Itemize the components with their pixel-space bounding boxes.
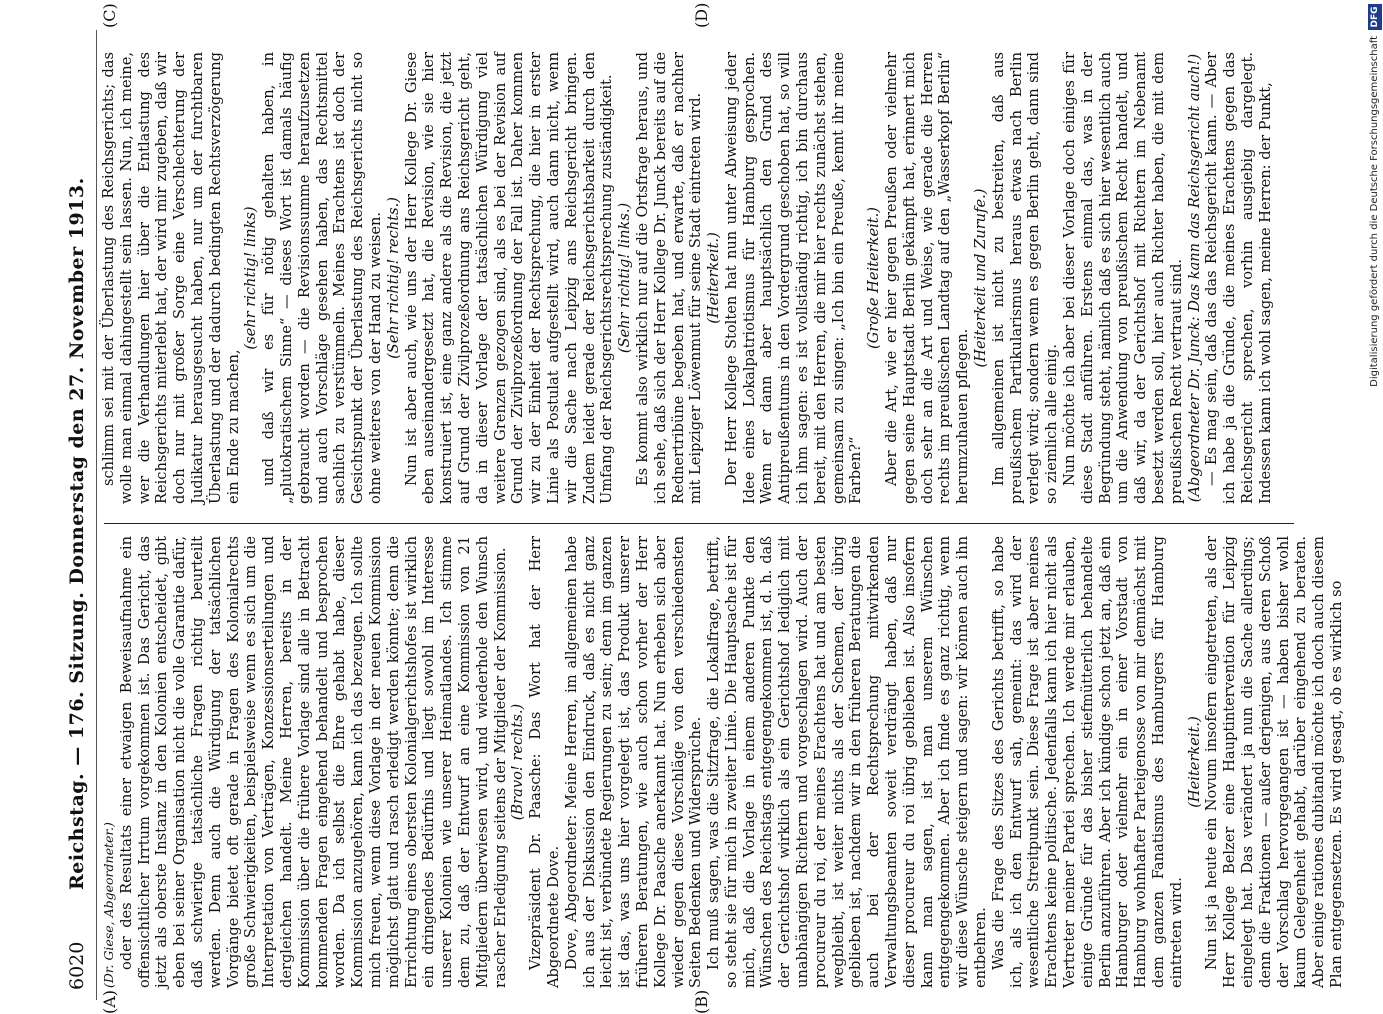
margin-marker-a: (A) [100, 989, 119, 1014]
paragraph: oder des Resultats einer etwaigen Beweisaufnahme ein offensichtlicher Irrtum vorgekommen ist. Das Gericht, das jetzt als oberste Instanz in den Kolonien entscheidet, gibt eben bei seiner Organisation nicht die volle Garantie dafür, daß schwierige tatsächliche Fragen richtig beurteilt werden. Denn auch die Würdigung der tatsächlichen Vorgänge bietet oft gerade in Fragen des Kolonialrechts große Schwierigkeiten, beispielsweise wenn es sich um die Interpretation von Verträgen, Konzessionserteilungen und dergleichen handelt. Meine Herren, bereits in der Kommission über die frühere Vorlage sind alle in Betracht kommenden Fragen eingehend behandelt und besprochen worden. Da ich selbst die Ehre gehabt habe, dieser Kommission anzugehören, kann ich das bezeugen. Ich sollte mich freuen, wenn diese Vorlage in der neuen Kommission möglichst glatt und rasch erledigt werden könnte; denn die Errichtung eines obersten Kolonialgerichtshofes ist wirklich ein dringendes Bedürfnis und liegt sowohl im Interesse unserer Kolonien wie unserer Heimatlandes. Ich stimme dem zu, daß der Entwurf an eine Kommission von 21 Mitgliedern überwiesen wird, und wiederhole den Wunsch rascher Erledigung seitens der Mitglieder der Kommission. [117, 536, 509, 988]
interjection: (Heiterkeit.) [705, 232, 723, 324]
sidebar-rotated [1368, 4, 1382, 998]
page-number: 6020 [66, 941, 88, 990]
margin-marker-d: (D) [692, 2, 711, 28]
paragraph: Der Herr Kollege Stolten hat nun unter Abweisung jeder Idee eines Lokalpatriotismus für Hamburg gesprochen. Wenn er dann aber hauptsächlich den Grund des Antipreußentums in den Vordergrund geschoben hat, so will ich ihm sagen: es ist vollständig richtig, ich bin durchaus bereit, mit den Herren, die mir hier rechts zunächst stehen, gemeinsam zu singen: „Ich bin ein Preuße, kennt ihr meine Farben?“ [722, 52, 865, 504]
dfg-logo: DFG [1368, 4, 1382, 30]
margin-marker-b: (B) [692, 989, 711, 1014]
interjection: (Große Heiterkeit.) [865, 207, 883, 349]
left-column [100, 536, 1346, 988]
interjection: (Heiterkeit und Zurufe.) [972, 188, 990, 368]
interjection: (Heiterkeit.) [1185, 716, 1203, 808]
interjection: (Bravo! rechts.) [509, 703, 527, 821]
right-column [100, 52, 1275, 504]
margin-marker-c: (C) [100, 3, 119, 28]
paragraph: (Dr. Giese, Abgeordneter.) [101, 822, 116, 988]
digitization-sidebar [1368, 4, 1382, 998]
interjection: (Sehr richtig! rechts.) [384, 197, 402, 359]
paragraph: Vizepräsident Dr. Paasche: Das Wort hat der Herr Abgeordnete Dove. [527, 536, 562, 988]
paragraph: Nun möchte ich aber bei dieser Vorlage doch einiges für diese Stadt anführen. Erstens einmal das, was in der Begründung steht, nämlich daß es sich hier wesentlich auch um die Anwendung von preußischem Recht handelt, und daß wir, da der Gerichtshof mit Richtern im Nebenamt besetzt werden soll, hier auch Richter haben, die mit dem preußischen Recht vertraut sind. [1061, 52, 1185, 504]
paragraph: und daß wir es für nötig gehalten haben, in „plutokratischem Sinne“ — dieses Wort ist damals häufig gebraucht worden — die Revisionssumme heraufzusetzen und auch Vorschläge gesehen haben, das Rechtsmittel sachlich zu verstümmeln. Meines Erachtens ist doch der Gesichtspunkt der Überlastung des Reichsgerichts nicht so ohne weiteres von der Hand zu weisen. [260, 52, 384, 504]
funding-credit: Digitalisierung gefördert durch die Deutsche Forschungsgemeinschaft [1369, 36, 1380, 387]
paragraph: Aber die Art, wie er hier gegen Preußen oder vielmehr gegen seine Hauptstadt Berlin gekämpft hat, erinnert mich doch sehr an die Art und Weise, wie gerade die Herren rechts im preußischen Landtag auf den „Wasserkopf Berlin“ herumzuhauen pflegen. [883, 52, 972, 504]
paragraph: schlimm sei mit der Überlastung des Reichsgerichts; das wolle man einmal dahingestellt sein lassen. Nun, ich meine, wer die Verhandlungen hier über die Entlastung des Reichsgerichts miterlebt hat, der wird mir zugeben, daß wir doch nur mit großer Sorge eine Verschlechterung der Judikatur herausgesucht haben, nur um der furchtbaren Überlastung und der dadurch bedingten Rechtsverzögerung ein Ende zu machen, [100, 52, 242, 504]
column-divider [104, 523, 1294, 524]
paragraph: Dove, Abgeordneter: Meine Herren, im allgemeinen habe ich aus der Diskussion den Eindruck, daß es nicht ganz leicht ist, verbündete Regierungen zu sein; denn im ganzen ist das, was uns hier vorgelegt ist, das Produkt unserer früheren Beratungen, wie auch schon vorher der Herr Kollege Dr. Paasche anerkannt hat. Nun erheben sich aber wieder gegen diese Vorschläge von den verschiedensten Seiten Bedenken und Widersprüche. [562, 536, 705, 988]
paragraph: — Es mag sein, daß das das Reichsgericht kann. — Aber ich habe ja die Gründe, die meines Erachtens gegen das Reichsgericht sprechen, vorhin ausgiebig dargelegt. Indessen kann ich wohl sagen, meine Herren: der Punkt, [1203, 52, 1274, 504]
interjection: (Sehr richtig! links.) [616, 202, 634, 354]
paragraph: Was die Frage des Sitzes des Gerichts betrifft, so habe ich, als ich den Entwurf sah, gemeint: das wird der wesentliche Streitpunkt sein. Diese Frage ist aber meines Erachtens keine politische. Jedenfalls kann ich hier nicht als Vertreter meiner Partei sprechen. Ich werde mir erlauben, einige Gründe für das bisher stiefmütterlich behandelte Berlin anzuführen. Aber ich kündige schon jetzt an, daß ein Hamburger oder vielmehr ein in einer Vorstadt von Hamburg wohnhafter Parteigenosse von mir demnächst mit dem ganzen Fanatismus des Hamburgers für Hamburg eintreten wird. [989, 536, 1185, 988]
header-rule [96, 30, 97, 1000]
paragraph: Es kommt also wirklich nur auf die Ortsfrage heraus, und ich sehe, daß sich der Herr Kollege Dr. Junck bereits auf die Rednertribüne begeben hat, und erwarte, daß er nachher mit Leipziger Löwenmut für seine Stadt eintreten wird. [633, 52, 705, 504]
page-header [62, 30, 96, 990]
rotated-content [62, 0, 1345, 1014]
interjection: (sehr richtig! links) [242, 206, 260, 350]
paragraph: Nun ist aber auch, wie uns der Herr Kollege Dr. Giese eben auseinandergesetzt hat, die Revision, wie sie hier konstruiert ist, eine ganz andere als die Revision, die jetzt auf Grund der Zivilprozeßordnung ans Reichsgericht geht, da in dieser Vorlage der tatsächlichen Würdigung viel weitere Grenzen gezogen sind, als es bei der Revision auf Grund der Zivilprozeßordnung der Fall ist. Daher kommen wir zu der Einheit der Rechtsprechung, die hier in erster Linie als Postulat aufgestellt wird, auch dann nicht, wenn wir die Sache nach Leipzig ans Reichsgericht bringen. Zudem leidet gerade der Reichsgerichtsbarkeit durch den Umfang der Reichsgerichtsrechtsprechung zuständigkeit. [402, 52, 616, 504]
paragraph: Nun ist ja heute ein Novum insofern eingetreten, als der Herr Kollege Belzer eine Hauptintervention für Leipzig eingelegt hat. Das verändert ja nun die Sache allerdings; denn die Fraktionen — außer derjenigen, aus deren Schoß der Vorschlag hervorgegangen ist — haben bisher wohl kaum Gelegenheit gehabt, darüber eingehend zu beraten. Aber einige rationes dubitandi möchte ich doch auch diesem Plan entgegensetzen. Es wird gesagt, ob es wirklich so [1203, 536, 1345, 988]
paragraph: Ich muß sagen, was die Sitzfrage, die Lokalfrage, betrifft, so steht sie für mich in zweiter Linie. Die Hauptsache ist für mich, daß die Vorlage in einem anderen Punkte den Wünschen des Reichstags entgegengekommen ist, d. h. daß der Gerichtshof wirklich als ein Gerichtshof lediglich mit unabhängigen Richtern und vorgeschlagen wird. Auch der procureur du roi, der meines Erachtens hat und am besten wegbleibt, ist weiter nichts als der Schemen, der übrig geblieben ist, nachdem wir in den früheren Beratungen die auch bei der Rechtsprechung mitwirkenden Verwaltungsbeamten soweit verdrängt haben, daß nur dieser procureur du roi übrig geblieben ist. Also insofern kann man sagen, ist man unserem Wünschen entgegengekommen. Aber ich finde es ganz richtig, wenn wir diese Wünsche steigern und sagen: wir können auch ihn entbehren. [705, 536, 990, 988]
page-title: Reichstag. — 176. Sitzung. Donnerstag den 27. November 1913. [66, 177, 88, 890]
interjection: (Abgeordneter Dr. Junck: Das kann das Reichsgericht auch!) [1185, 53, 1203, 503]
paragraph: Im allgemeinen ist nicht zu bestreiten, daß aus preußischem Partikularismus heraus etwas nach Berlin verlegt wird; sondern wenn es gegen Berlin geht, dann sind so ziemlich alle einig. [989, 52, 1061, 504]
